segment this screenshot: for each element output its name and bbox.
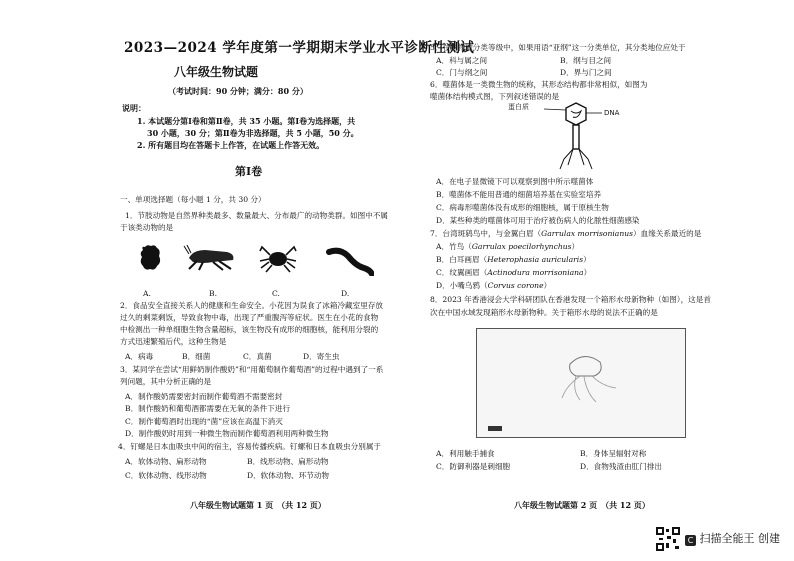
option-c: C．病毒形噬菌体没有成形的细胞核，属于原核生物 <box>436 203 609 212</box>
box-jellyfish-photo <box>476 328 686 438</box>
scanner-watermark: C 扫描全能王 创建 <box>685 533 780 546</box>
question-text: 6．噬菌体是一类微生物的统称，其形态结构都非常相似，如图为 <box>430 80 648 89</box>
question-text: 次在中国水域发现箱形水母新物种。关于箱形水母的说法不正确的是 <box>430 308 658 317</box>
option-a: A．科与属之间 <box>436 56 488 65</box>
notes-label: 说明： <box>122 103 146 113</box>
question-text: 3．某同学在尝试“用鲜奶制作酸奶”和“用葡萄制作葡萄酒”的过程中遇到了一系 <box>120 365 384 374</box>
note-line: 1. 本试题分第Ⅰ卷和第Ⅱ卷，共 35 小题。第Ⅰ卷为选择题，共 <box>137 116 356 126</box>
question-text: 7．台湾斑鸫鸟中，与金翼白眉（Garrulax morrisonianus）血缘关系最近的是 <box>430 229 702 238</box>
protein-label: 蛋白质 <box>508 103 529 111</box>
right-page <box>420 0 794 561</box>
option-b: B．白耳画眉（Heterophasia auricularis） <box>436 255 591 264</box>
option-d: D．界与门之间 <box>560 68 612 77</box>
question-text: 5．在生物的分类等级中，如果用语“亚纲”这一分类单位，其分类地位应处于 <box>430 43 686 52</box>
option-c: C．软体动物、线形动物 <box>125 471 207 480</box>
section-heading: 一、单项选择题（每小题 1 分，共 30 分） <box>120 195 266 204</box>
option-a: A．利用触手捕食 <box>436 449 495 458</box>
question-text: 过久的剩菜剩饭，导致食物中毒，出现了严重腹泻等症状。医生在小花的食物 <box>120 313 379 322</box>
note-line: 2. 所有题目均在答题卡上作答，在试题上作答无效。 <box>137 140 325 150</box>
crab-figure <box>258 243 298 273</box>
option-a: A．制作酸奶需要密封而制作葡萄酒不需要密封 <box>125 392 283 401</box>
option-c: C．真菌 <box>243 352 272 361</box>
question-text: 1．节肢动物是自然界种类最多、数量最大、分布最广的动物类群。如图中不属 <box>125 211 389 220</box>
dna-label: DNA <box>604 109 620 117</box>
volume-heading: 第Ⅰ卷 <box>235 165 263 178</box>
exam-title: 2023—2024 学年度第一学期期末学业水平诊断性测试 <box>124 40 475 56</box>
option-b: B．噬菌体不能用普通的细菌培养基在实验室培养 <box>436 190 602 199</box>
earthworm-figure <box>326 246 374 276</box>
question-text: 2．食品安全直接关系人的健康和生命安全。小花因为误食了冰箱冷藏室里存放 <box>120 301 384 310</box>
snail-figure <box>139 244 163 272</box>
option-d: D．小嘴乌鸦（Corvus corone） <box>436 281 552 290</box>
option-d: D．制作酸奶时用到一种微生物而制作葡萄酒利用两种微生物 <box>125 429 329 438</box>
exam-info: （考试时间：90 分钟；满分：80 分） <box>168 86 308 96</box>
question-text: 噬菌体结构模式图，下列叙述错误的是 <box>430 92 560 101</box>
page-footer: 八年级生物试题第 2 页 （共 12 页） <box>514 500 650 510</box>
qr-code <box>655 526 681 552</box>
question-text: 4．钉螺是日本血吸虫中间的宿主，容易传播疾病。钉螺和日本血吸虫分别属于 <box>118 442 382 451</box>
option-d: D．食物残渣由肛门排出 <box>580 462 663 471</box>
question-text: 于该类动物的是 <box>120 223 174 232</box>
exam-subtitle: 八年级生物试题 <box>174 65 259 79</box>
question-text: 中检测出一种单细胞生物含量超标，该生物没有成形的细胞核，能利用分裂的 <box>120 325 379 334</box>
option-d: D．某些种类的噬菌体可用于治疗被伤病人的化脓性细菌感染 <box>436 216 640 225</box>
option-d: D．软体动物、环节动物 <box>247 471 330 480</box>
locust-figure <box>183 244 237 272</box>
camscanner-icon: C <box>685 535 696 546</box>
option-b: B．细菌 <box>182 352 211 361</box>
option-a: A. <box>143 289 151 298</box>
option-a: A．在电子显微镜下可以观察到图中所示噬菌体 <box>436 177 594 186</box>
option-a: A．病毒 <box>125 352 154 361</box>
page-footer: 八年级生物试题第 1 页 （共 12 页） <box>190 500 326 510</box>
option-c: C．门与纲之间 <box>436 68 488 77</box>
note-line: 30 小题，30 分；第Ⅱ卷为非选择题，共 5 小题，50 分。 <box>147 128 359 138</box>
option-c: C. <box>272 289 280 298</box>
option-b: B．制作酸奶和葡萄酒都需要在无氧的条件下进行 <box>125 404 291 413</box>
option-b: B．身体呈辐射对称 <box>580 449 647 458</box>
question-text: 8．2023 年香港浸会大学科研团队在香港发现一个箱形水母新物种（如图），这是首 <box>430 295 711 304</box>
option-b: B．纲与目之间 <box>560 56 612 65</box>
option-c: C．纹翼画眉（Actinodura morrisoniana） <box>436 268 592 277</box>
option-d: D．寄生虫 <box>303 352 340 361</box>
question-text: 列问题，其中分析正确的是 <box>120 377 212 386</box>
option-c: C．防御利器是刺细胞 <box>436 462 511 471</box>
option-c: C．制作葡萄酒时出现的“菌”应该在高温下消灭 <box>125 417 283 426</box>
option-b: B. <box>209 289 217 298</box>
option-a: A．竹鸟（Garrulax poecilorhynchus） <box>436 242 580 251</box>
option-b: B．线形动物、扁形动物 <box>247 457 329 466</box>
question-text: 方式迅速繁殖后代，这种生物是 <box>120 337 227 346</box>
option-a: A．软体动物、扁形动物 <box>125 457 207 466</box>
option-d: D. <box>341 289 350 298</box>
